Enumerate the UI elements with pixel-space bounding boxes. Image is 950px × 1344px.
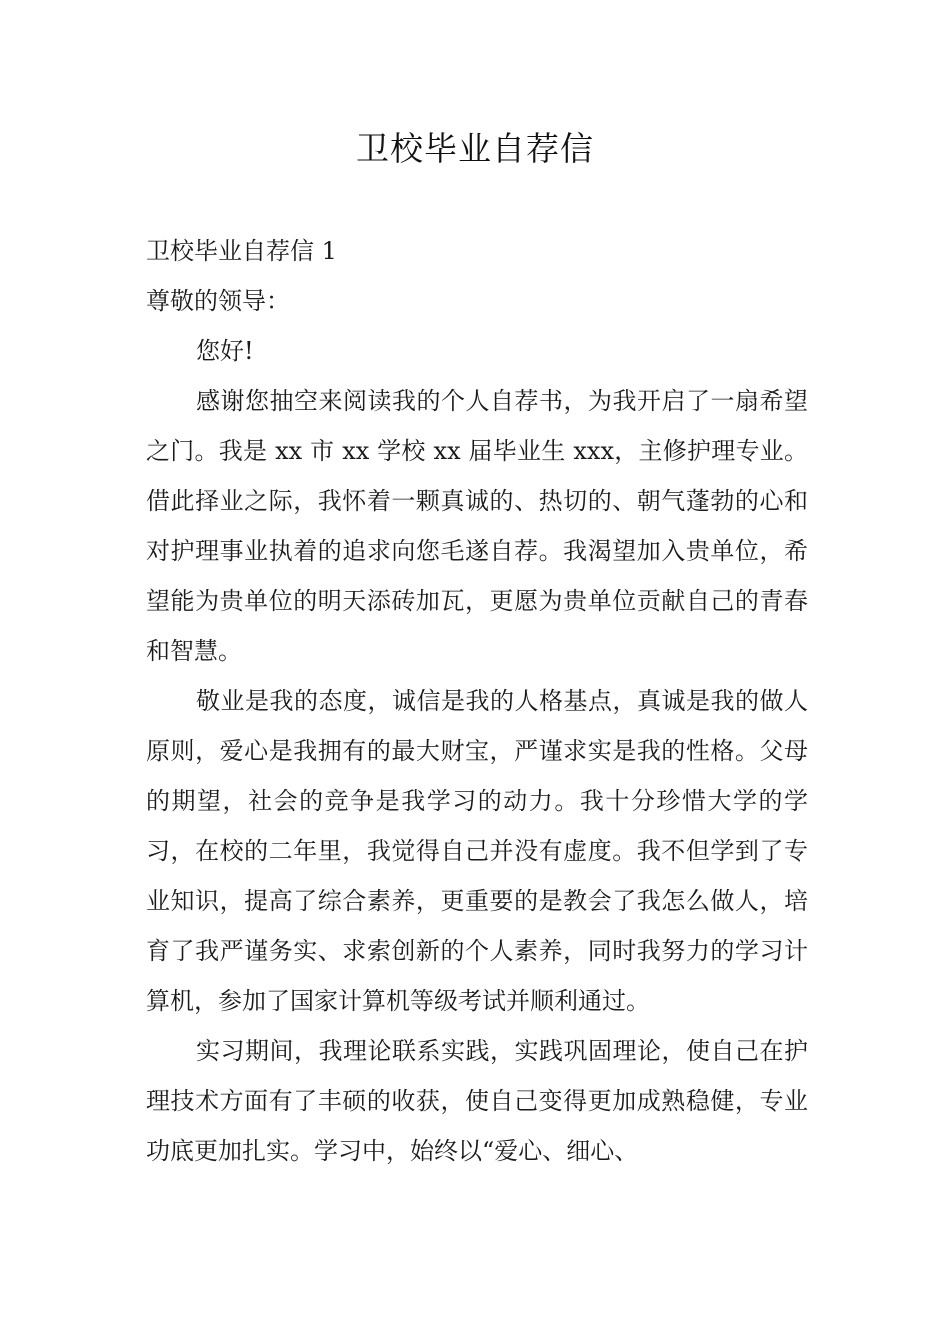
paragraph-character: 敬业是我的态度，诚信是我的人格基点，真诚是我的做人原则，爱心是我拥有的最大财宝，严谨求实是我的性格。父母的期望，社会的竞争是我学习的动力。我十分珍惜大学的学习，在校的二年里，我觉得自己并没有虚度。我不但学到了专业知识，提高了综合素养，更重要的是教会了我怎么做人，培育了我严谨务实、求索创新的个人素养，同时我努力的学习计算机，参加了国家计算机等级考试并顺利通过。 <box>146 687 808 1015</box>
paragraph-internship: 实习期间，我理论联系实践，实践巩固理论，使自己在护理技术方面有了丰硕的收获，使自己变得更加成熟稳健，专业功底更加扎实。学习中，始终以“爱心、细心、 <box>146 1037 808 1165</box>
document-body <box>146 226 808 1176</box>
greeting: 您好! <box>196 337 254 365</box>
salutation: 尊敬的领导： <box>146 287 290 315</box>
paragraph-intro: 感谢您抽空来阅读我的个人自荐书，为我开启了一扇希望之门。我是 xx 市 xx 学校 xx 届毕业生 xxx，主修护理专业。借此择业之际，我怀着一颗真诚的、热切的、朝气蓬勃的心和对护理事业执着的追求向您毛遂自荐。我渴望加入贵单位，希望能为贵单位的明天添砖加瓦，更愿为贵单位贡献自己的青春和智慧。 <box>146 387 808 665</box>
document-title: 卫校毕业自荐信 <box>356 129 594 168</box>
section-heading: 卫校毕业自荐信 1 <box>146 237 337 265</box>
